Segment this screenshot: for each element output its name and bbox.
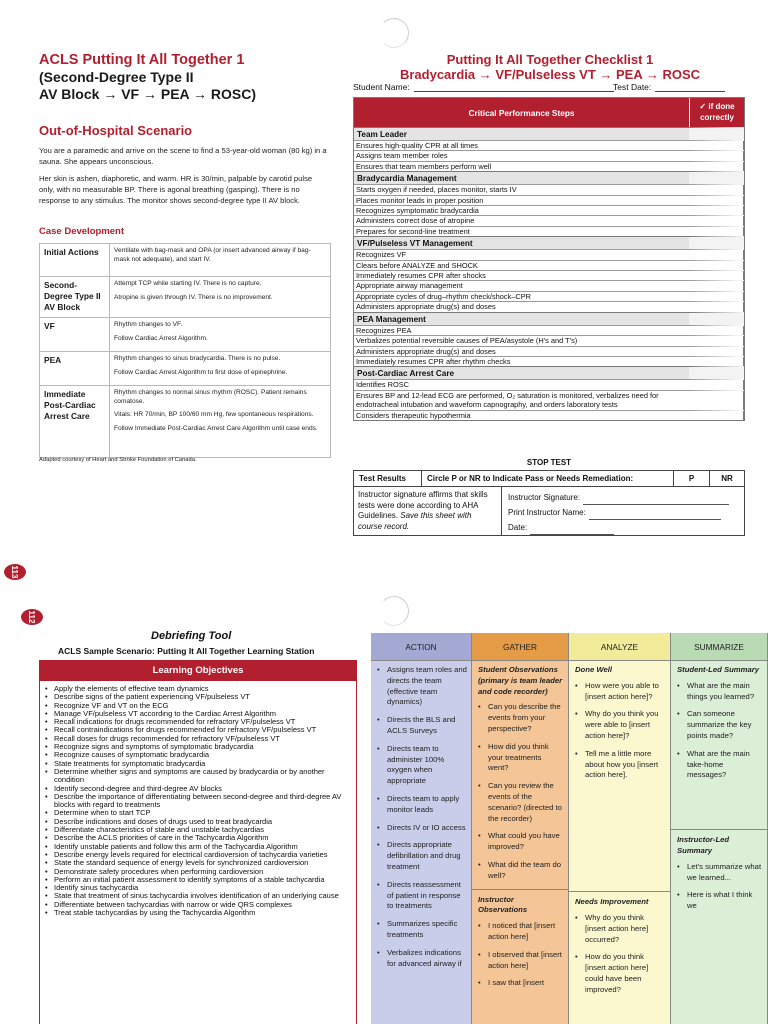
learning-objective-item: • Manage VF/pulseless VT according to the Cardiac Arrest Algorithm bbox=[45, 710, 356, 718]
checklist-step-row[interactable]: Appropriate cycles of drug–rhythm check/shock–CPR bbox=[354, 291, 744, 301]
action-item: • Directs team to administer 100% oxygen when appropriate bbox=[377, 744, 467, 787]
learning-objectives-box bbox=[39, 660, 357, 1024]
checklist-step-row[interactable]: Recognizes VF bbox=[354, 249, 744, 259]
date-field[interactable]: Date: bbox=[508, 520, 738, 535]
learning-objectives-list bbox=[40, 681, 356, 917]
checklist-step-row[interactable]: Ensures BP and 12-lead ECG are performed, O₂ saturation is monitored, verbalizes need for endotracheal intubation and waveform capnography, and orders laboratory tests bbox=[354, 390, 744, 410]
debriefing-subtitle: ACLS Sample Scenario: Putting It All Together Learning Station bbox=[58, 646, 315, 656]
gather-item: • What could you have improved? bbox=[478, 831, 564, 853]
learning-objective-item: • State the standard sequence of energy levels for synchronized cardioversion bbox=[45, 859, 356, 867]
case-label: Second-Degree Type II AV Block bbox=[40, 277, 110, 318]
adapted-credit: Adapted courtesy of Heart and Stroke Foundation of Canada. bbox=[39, 457, 197, 463]
needs-improvement-heading: Needs Improvement bbox=[575, 897, 649, 907]
action-item: • Directs reassessment of patient in response to treatments bbox=[377, 880, 467, 912]
needs-remediation-option[interactable]: NR bbox=[721, 474, 733, 483]
instructor-led-summary-heading: Instructor-Led Summary bbox=[677, 835, 730, 855]
analyze-needs-improvement-list bbox=[575, 913, 666, 996]
summarize-item: • Let's summarize what we learned... bbox=[677, 862, 763, 884]
learning-objective-item: • State that treatment of sinus tachycardia involves identification of an underlying cause bbox=[45, 892, 356, 900]
summarize-student-list bbox=[677, 681, 763, 781]
checklist-step-row[interactable]: Assigns team member roles bbox=[354, 150, 744, 160]
summarize-item: • What are the main take-home messages? bbox=[677, 749, 763, 781]
student-name-field[interactable]: Student Name: bbox=[353, 82, 618, 92]
debriefing-grid bbox=[371, 633, 768, 1024]
checklist-step-row[interactable]: Clears before ANALYZE and SHOCK bbox=[354, 260, 744, 270]
case-line: Attempt TCP while starting IV. There is no capture. bbox=[114, 280, 262, 287]
gather-item: • Can you describe the events from your perspective? bbox=[478, 702, 564, 734]
checklist-step-row[interactable]: Recognizes PEA bbox=[354, 325, 744, 335]
checklist-section-heading: Team Leader bbox=[354, 127, 744, 140]
action-item: • Verbalizes indications for advanced airway if bbox=[377, 948, 467, 970]
learning-objective-item: • Describe the importance of differentiating between second-degree and third-degree AV blocks with regard to treatments bbox=[45, 793, 356, 810]
learning-objective-item: • Determine whether signs and symptoms are caused by bradycardia or by another condition bbox=[45, 768, 356, 785]
learning-objective-item: • Determine when to start TCP bbox=[45, 809, 356, 817]
learning-objective-item: • Recall indications for drugs recommended for refractory VF/pulseless VT bbox=[45, 718, 356, 726]
checklist-title: Putting It All Together Checklist 1 bbox=[446, 52, 654, 67]
action-item: • Directs IV or IO access bbox=[377, 823, 467, 834]
signature-note: Instructor signature affirms that skills tests were done according to AHA Guidelines. Save this sheet with course record. bbox=[354, 487, 502, 535]
checklist-step-row[interactable]: Ensures high-quality CPR at all times bbox=[354, 140, 744, 150]
checklist-step-row[interactable]: Administers appropriate drug(s) and doses bbox=[354, 301, 744, 311]
action-column bbox=[371, 633, 472, 1024]
checklist-step-row[interactable]: Administers correct dose of atropine bbox=[354, 215, 744, 225]
checklist-body bbox=[354, 127, 744, 420]
checklist-section-heading: VF/Pulseless VT Management bbox=[354, 236, 744, 249]
checklist-subtitle: Bradycardia → VF/Pulseless VT → PEA → ROSC bbox=[399, 67, 701, 82]
test-results-instructions: Circle P or NR to Indicate Pass or Needs Remediation: bbox=[422, 471, 674, 486]
analyze-item: • How were you able to [insert action here]? bbox=[575, 681, 666, 703]
checklist-section-heading: Bradycardia Management bbox=[354, 171, 744, 184]
scenario-paragraph-1: You are a paramedic and arrive on the scene to find a 53-year-old woman (80 kg) in a sauna. She appears unconscious. bbox=[39, 146, 327, 166]
action-item: • Assigns team roles and directs the team (effective team dynamics) bbox=[377, 665, 467, 708]
binder-hole bbox=[379, 596, 409, 626]
summarize-item: • Can someone summarize the key points made? bbox=[677, 709, 763, 741]
gather-student-list bbox=[478, 702, 564, 881]
learning-objective-item: • Recognize signs and symptoms of symptomatic bradycardia bbox=[45, 743, 356, 751]
pass-option[interactable]: P bbox=[674, 471, 710, 486]
learning-objective-item: • Describe indications and doses of drugs used to treat bradycardia bbox=[45, 818, 356, 826]
learning-objective-item: • Identify unstable patients and follow this arm of the Tachycardia Algorithm bbox=[45, 843, 356, 851]
case-label: PEA bbox=[40, 352, 110, 386]
checklist-step-row[interactable]: Starts oxygen if needed, places monitor, starts IV bbox=[354, 184, 744, 194]
case-line: Atropine is given through IV. There is no improvement. bbox=[114, 293, 273, 301]
checklist-step-row[interactable]: Immediately resumes CPR after rhythm checks bbox=[354, 356, 744, 366]
analyze-done-well-list bbox=[575, 681, 666, 781]
case-label: Immediate Post-Cardiac Arrest Care bbox=[40, 386, 110, 458]
case-row bbox=[40, 277, 331, 318]
case-label: Initial Actions bbox=[40, 244, 110, 277]
action-item: • Directs the BLS and ACLS Surveys bbox=[377, 715, 467, 737]
learning-objective-item: • Identify second-degree and third-degree AV blocks bbox=[45, 785, 356, 793]
checklist-step-row[interactable]: Administers appropriate drug(s) and doses bbox=[354, 346, 744, 356]
learning-objective-item: • State treatments for symptomatic bradycardia bbox=[45, 760, 356, 768]
case-line: Rhythm changes to VF. bbox=[114, 321, 183, 328]
learning-objective-item: • Recognize VF and VT on the ECG bbox=[45, 702, 356, 710]
case-line: Follow Cardiac Arrest Algorithm to first dose of epinephrine. bbox=[114, 368, 288, 376]
debriefing-title: Debriefing Tool bbox=[151, 630, 232, 642]
print-instructor-name-field[interactable]: Print Instructor Name: bbox=[508, 505, 738, 520]
case-development-heading: Case Development bbox=[39, 226, 125, 237]
scenario-paragraph-2: Her skin is ashen, diaphoretic, and warm. HR is 30/min, palpable by carotid pulse only, with no measurable BP. There is agonal breathing (gasping). There is no response to any stimulus. The monitor shows second-degree type II AV block. bbox=[39, 174, 313, 205]
checklist-step-row[interactable]: Identifies ROSC bbox=[354, 379, 744, 389]
case-line: Rhythm changes to sinus bradycardia. There is no pulse. bbox=[114, 355, 281, 362]
learning-objectives-heading: Learning Objectives bbox=[40, 661, 356, 681]
case-label: VF bbox=[40, 318, 110, 352]
checklist-step-row[interactable]: Verbalizes potential reversible causes of PEA/asystole (H's and T's) bbox=[354, 335, 744, 345]
analyze-item: • Why do you think [insert action here] occurred? bbox=[575, 913, 666, 945]
learning-objective-item: • Identify sinus tachycardia bbox=[45, 884, 356, 892]
analyze-column bbox=[569, 633, 671, 1024]
test-results-label: Test Results bbox=[354, 471, 422, 486]
learning-objective-item: • Differentiate characteristics of stable and unstable tachycardias bbox=[45, 826, 356, 834]
action-list bbox=[377, 665, 467, 969]
instructor-observations-heading: Instructor Observations bbox=[478, 894, 528, 915]
summarize-header: SUMMARIZE bbox=[671, 633, 768, 661]
analyze-item: • Tell me a little more about how you [insert action here]. bbox=[575, 749, 666, 781]
done-well-heading: Done Well bbox=[575, 665, 613, 674]
learning-objective-item: • Differentiate between tachycardias with narrow or wide QRS complexes bbox=[45, 901, 356, 909]
learning-objective-item: • Describe energy levels required for electrical cardioversion of tachycardia varieties bbox=[45, 851, 356, 859]
test-results-box bbox=[353, 470, 745, 536]
checklist-step-row[interactable]: Appropriate airway management bbox=[354, 280, 744, 290]
student-observations-heading: Student Observations (primary is team leader and code recorder) bbox=[478, 665, 563, 696]
case-line: Follow Cardiac Arrest Algorithm. bbox=[114, 334, 208, 342]
scenario-subtitle: (Second-Degree Type II AV Block → VF → PEA → ROSC) bbox=[39, 69, 257, 102]
case-row bbox=[40, 244, 331, 277]
case-line: Vitals: HR 70/min, BP 100/60 mm Hg, few spontaneous respirations. bbox=[114, 411, 314, 418]
case-row bbox=[40, 318, 331, 352]
col-done-header: ✓ if done correctly bbox=[699, 102, 735, 122]
learning-objective-item: • Recognize causes of symptomatic bradycardia bbox=[45, 751, 356, 759]
learning-objective-item: • Describe signs of the patient experiencing VF/pulseless VT bbox=[45, 693, 356, 701]
checklist-section-heading: PEA Management bbox=[354, 312, 744, 325]
gather-column bbox=[472, 633, 569, 1024]
instructor-signature-field[interactable]: Instructor Signature: bbox=[508, 490, 738, 505]
summarize-item: • What are the main things you learned? bbox=[677, 681, 763, 703]
analyze-item: • How do you think [insert action here] could have been improved? bbox=[575, 952, 666, 995]
action-item: • Directs team to apply monitor leads bbox=[377, 794, 467, 816]
scenario-title: ACLS Putting It All Together 1 bbox=[39, 52, 245, 68]
page-tab-112: 112 bbox=[21, 609, 43, 625]
gather-item: • What did the team do well? bbox=[478, 860, 564, 882]
checklist-step-row[interactable]: Recognizes symptomatic bradycardia bbox=[354, 205, 744, 215]
analyze-item: • Why do you think you were able to [insert action here]? bbox=[575, 709, 666, 741]
action-header: ACTION bbox=[371, 633, 472, 661]
test-date-field[interactable]: Test Date: bbox=[613, 82, 725, 92]
gather-item: • I saw that [insert bbox=[478, 978, 564, 989]
scenario-heading: Out-of-Hospital Scenario bbox=[39, 123, 193, 138]
gather-item: • I observed that [insert action here] bbox=[478, 950, 564, 972]
action-item: • Summarizes specific treatments bbox=[377, 919, 467, 941]
checklist-step-row[interactable]: Ensures that team members perform well bbox=[354, 161, 744, 171]
gather-item: • How did you think your treatments went? bbox=[478, 742, 564, 774]
checklist-header bbox=[354, 98, 744, 127]
learning-objective-item: • Apply the elements of effective team dynamics bbox=[45, 685, 356, 693]
action-item: • Directs appropriate defibrillation and drug treatment bbox=[377, 840, 467, 872]
stop-test: STOP TEST bbox=[526, 458, 572, 467]
learning-objective-item: • Demonstrate safety procedures when performing cardioversion bbox=[45, 868, 356, 876]
gather-item: • Can you review the events of the scenario? (directed to the recorder) bbox=[478, 781, 564, 824]
case-row bbox=[40, 352, 331, 386]
case-line: Follow Immediate Post-Cardiac Arrest Care Algorithm until case ends. bbox=[114, 424, 318, 432]
learning-objective-item: • Recall contraindications for drugs recommended for refractory VF/pulseless VT bbox=[45, 726, 356, 734]
case-line: Rhythm changes to normal sinus rhythm (ROSC). Patient remains comatose. bbox=[114, 389, 307, 405]
summarize-column bbox=[671, 633, 768, 1024]
gather-item: • I noticed that [insert action here] bbox=[478, 921, 564, 943]
page-tab-113: 113 bbox=[4, 564, 26, 580]
case-line: Ventilate with bag-mask and OPA (or insert advanced airway if bag-mask not adequate), and start IV. bbox=[114, 247, 311, 263]
checklist-table bbox=[353, 97, 745, 421]
gather-header: GATHER bbox=[472, 633, 569, 661]
case-development-table bbox=[39, 243, 331, 458]
case-row bbox=[40, 386, 331, 458]
col-steps-header: Critical Performance Steps bbox=[354, 98, 690, 127]
gather-instructor-list bbox=[478, 921, 564, 989]
analyze-header: ANALYZE bbox=[569, 633, 671, 661]
student-led-summary-heading: Student-Led Summary bbox=[677, 665, 760, 674]
checklist-section-heading: Post-Cardiac Arrest Care bbox=[354, 366, 744, 379]
learning-objective-item: • Describe the ACLS priorities of care in the Tachycardia Algorithm bbox=[45, 834, 356, 842]
learning-objective-item: • Treat stable tachycardias by using the Tachycardia Algorithm bbox=[45, 909, 356, 917]
checklist-step-row[interactable]: Considers therapeutic hypothermia bbox=[354, 410, 744, 420]
binder-hole bbox=[379, 18, 409, 48]
checklist-step-row[interactable]: Immediately resumes CPR after shocks bbox=[354, 270, 744, 280]
checklist-step-row[interactable]: Places monitor leads in proper position bbox=[354, 195, 744, 205]
learning-objective-item: • Recall doses for drugs recommended for refractory VF/pulseless VT bbox=[45, 735, 356, 743]
learning-objective-item: • Perform an initial patient assessment to identify symptoms of a stable tachycardia bbox=[45, 876, 356, 884]
checklist-step-row[interactable]: Prepares for second-line treatment bbox=[354, 226, 744, 236]
summarize-instructor-list bbox=[677, 862, 763, 912]
summarize-item: • Here is what I think we bbox=[677, 890, 763, 912]
